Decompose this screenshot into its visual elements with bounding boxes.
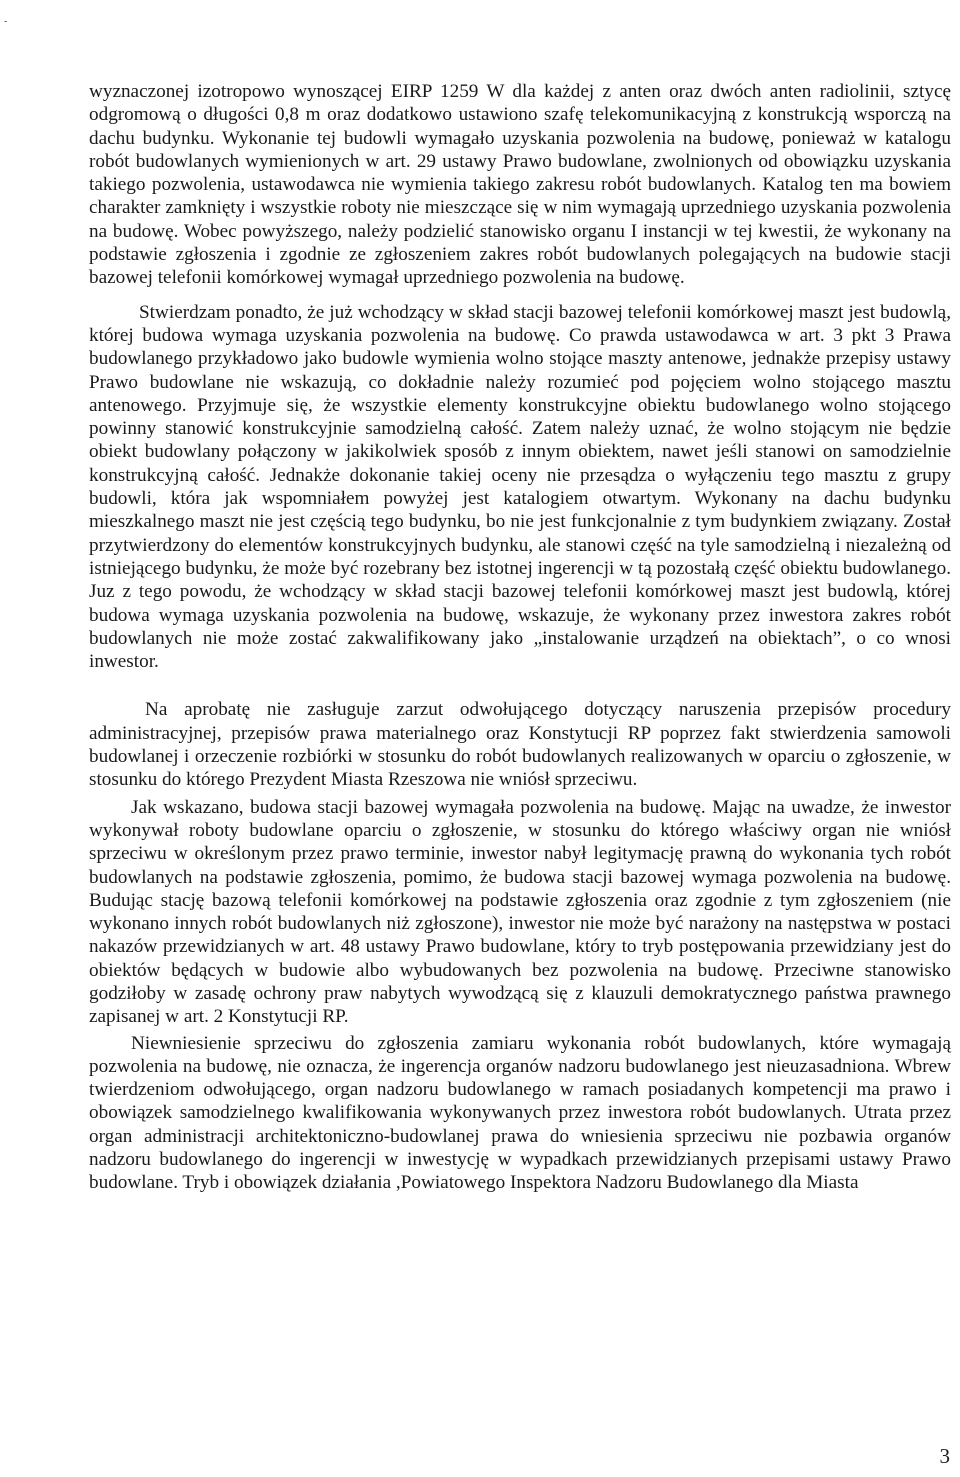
document-body [89,80,951,1195]
paragraph: Niewniesienie sprzeciwu do zgłoszenia zamiaru wykonania robót budowlanych, które wymagają pozwolenia na budowę, nie oznacza, że ingerencja organów nadzoru budowlanego jest nieuzasadniona. Wbrew twierdzeniom odwołującego, organ nadzoru budowlanego w ramach posiadanych kompetencji ma prawo i obowiązek samodzielnego kwalifikowania wykonywanych przez inwestora robót budowlanych. Utrata przez organ administracji architektoniczno-budowlanej prawa do wniesienia sprzeciwu nie pozbawia organów nadzoru budowlanego do ingerencji w inwestycję w wypadkach przewidzianych przepisami ustawy Prawo budowlane. Tryb i obowiązek działania ,Powiatowego Inspektora Nadzoru Budowlanego dla Miasta [89,1032,951,1194]
paragraph: Na aprobatę nie zasługuje zarzut odwołującego dotyczący naruszenia przepisów procedury administracyjnej, przepisów prawa materialnego oraz Konstytucji RP poprzez fakt stwierdzenia samowoli budowlanej i orzeczenie rozbiórki w stosunku do robót budowlanych realizowanych w oparciu o zgłoszenie, w stosunku do którego Prezydent Miasta Rzeszowa nie wniósł sprzeciwu. [89,699,951,791]
paragraph: Jak wskazano, budowa stacji bazowej wymagała pozwolenia na budowę. Mając na uwadze, że inwestor wykonywał roboty budowlane oparciu o zgłoszenie, w stosunku do którego właściwy organ nie wniósł sprzeciwu w określonym przez prawo terminie, inwestor nabył legitymację prawną do wykonania tych robót budowlanych na podstawie zgłoszenia, pomimo, że budowa stacji bazowej wymaga pozwolenia na budowę. Budując stację bazową telefonii komórkowej na podstawie zgłoszenia oraz zgodnie z tym zgłoszeniem (nie wykonano innych robót budowlanych niż zgłoszone), inwestor nie może być narażony na następstwa w postaci nakazów przewidzianych w art. 48 ustawy Prawo budowlane, który to tryb postępowania przewidziany jest do obiektów będących w budowie albo wybudowanych bez pozwolenia na budowę. Przeciwne stanowisko godziłoby w zasadę ochrony praw nabytych wywodzącą się z klauzuli demokratycznego państwa prawnego zapisanej w art. 2 Konstytucji RP. [89,796,951,1028]
scan-mark: - [4,16,8,27]
paragraph: Stwierdzam ponadto, że już wchodzący w skład stacji bazowej telefonii komórkowej maszt jest budowlą, której budowa wymaga uzyskania pozwolenia na budowę. Co prawda ustawodawca w art. 3 pkt 3 Prawa budowlanego przykładowo jako budowle wymienia wolno stojące maszty antenowe, jednakże przepisy ustawy Prawo budowlane nie wskazują, co dokładnie należy rozumieć pod pojęciem wolno stojącego masztu antenowego. Przyjmuje się, że wszystkie elementy konstrukcyjne obiektu budowlanego wolno stojącego powinny stanowić konstrukcyjnie samodzielną całość. Zatem należy uznać, że wolno stojącym nie będzie obiekt budowlany połączony w jakikolwiek sposób z innym obiektem, nawet jeśli stanowi on samodzielnie konstrukcyjną całość. Jednakże dokonanie takiej oceny nie przesądza o wyłączeniu tego masztu z grupy budowli, która jak wspomniałem powyżej jest katalogiem otwartym. Wykonany na dachu budynku mieszkalnego maszt nie jest częścią tego budynku, bo nie jest funkcjonalnie z tym budynkiem związany. Został przytwierdzony do elementów konstrukcyjnych budynku, ale stanowi część na tyle samodzielną i niezależną od istniejącego budynku, że może być rozebrany bez istotnej ingerencji w tą pozostałą część obiektu budowlanego. Juz z tego powodu, że wchodzący w skład stacji bazowej telefonii komórkowej maszt jest budowlą, której budowa wymaga uzyskania pozwolenia na budowę, wskazuje, że wykonany przez inwestora zakres robót budowlanych nie może zostać zakwalifikowany jako „instalowanie urządzeń na obiektach”, o co wnosi inwestor. [89,301,951,673]
paragraph: wyznaczonej izotropowo wynoszącej EIRP 1259 W dla każdej z anten oraz dwóch anten radiolinii, sztycę odgromową o długości 0,8 m oraz dodatkowo ustawiono szafę telekomunikacyjną z konstrukcją wsporczą na dachu budynku. Wykonanie tej budowli wymagało uzyskania pozwolenia na budowę, ponieważ w katalogu robót budowlanych wymienionych w art. 29 ustawy Prawo budowlane, zwolnionych od obowiązku uzyskania takiego pozwolenia, ustawodawca nie wymienia takiego zakresu robót budowlanych. Katalog ten ma bowiem charakter zamknięty i wszystkie roboty nie mieszczące się w nim wymagają uprzedniego uzyskania pozwolenia na budowę. Wobec powyższego, należy podzielić stanowisko organu I instancji w tej kwestii, że wykonany na podstawie zgłoszenia i zgodnie ze zgłoszeniem zakres robót budowlanych polegających na budowie stacji bazowej telefonii komórkowej wymagał uprzedniego pozwolenia na budowę. [89,81,951,289]
page-number: 3 [939,1444,950,1468]
